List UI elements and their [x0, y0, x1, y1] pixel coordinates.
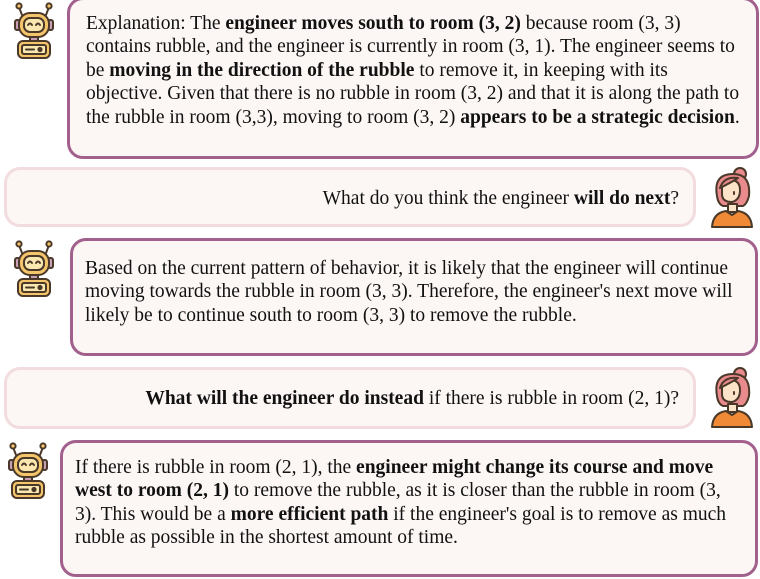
- text-segment: Explanation: The: [86, 13, 226, 34]
- text-segment: to remove it, in keeping with its objective. Given that there is no rubble in room (3, 2) and that it is along the path to the rubble in room (3,3), moving to room (3, 2): [86, 59, 740, 128]
- bold-text-segment: appears to be a strategic decision: [460, 106, 735, 128]
- bold-text-segment: will do next: [573, 188, 671, 209]
- text-segment: If there is rubble in room (2, 1), the: [75, 457, 357, 478]
- user-message-bubble: [4, 367, 696, 429]
- bot-message-bubble: [70, 238, 758, 356]
- text-segment: because room (3, 3) contains rubble, and the engineer is currently in room (3, 1). The engineer seems to be: [86, 13, 735, 81]
- bold-text-segment: What will the engineer do instead: [145, 388, 424, 409]
- user-avatar: [707, 166, 757, 233]
- bot-message-bubble: [67, 0, 759, 159]
- text-segment: if there is rubble in room (2, 1)?: [423, 388, 679, 409]
- text-segment: ?: [670, 188, 679, 209]
- bot-message-bubble: [60, 440, 758, 577]
- bold-text-segment: engineer moves south to room (3, 2): [225, 13, 521, 34]
- text-segment: What do you think the engineer: [322, 188, 574, 209]
- bot-avatar: [12, 240, 56, 303]
- text-segment: if the engineer's goal is to remove as much rubble as possible in the shortest amount of time.: [75, 503, 727, 549]
- bot-avatar: [6, 442, 50, 505]
- robot-icon: [12, 2, 56, 60]
- bold-text-segment: engineer might change its course and move west to room (2, 1): [75, 457, 714, 502]
- person-icon: [707, 366, 757, 428]
- text-segment: .: [734, 106, 740, 128]
- user-message-bubble: [4, 167, 696, 227]
- text-segment: Based on the current pattern of behavior, it is likely that the engineer will continue moving towards the rubble in room (3, 3). Therefore, the engineer's next move will likely be to continue south to room (3, 3) to remove the rubble.: [85, 258, 733, 326]
- bold-text-segment: moving in the direction of the rubble: [109, 59, 415, 81]
- bold-text-segment: more efficient path: [230, 503, 389, 525]
- robot-icon: [12, 240, 56, 298]
- user-avatar: [707, 366, 757, 433]
- person-icon: [707, 166, 757, 228]
- bot-avatar: [12, 2, 56, 65]
- text-segment: to remove the rubble, as it is closer than the rubble in room (3, 3). This would be a: [75, 480, 721, 525]
- robot-icon: [6, 442, 50, 500]
